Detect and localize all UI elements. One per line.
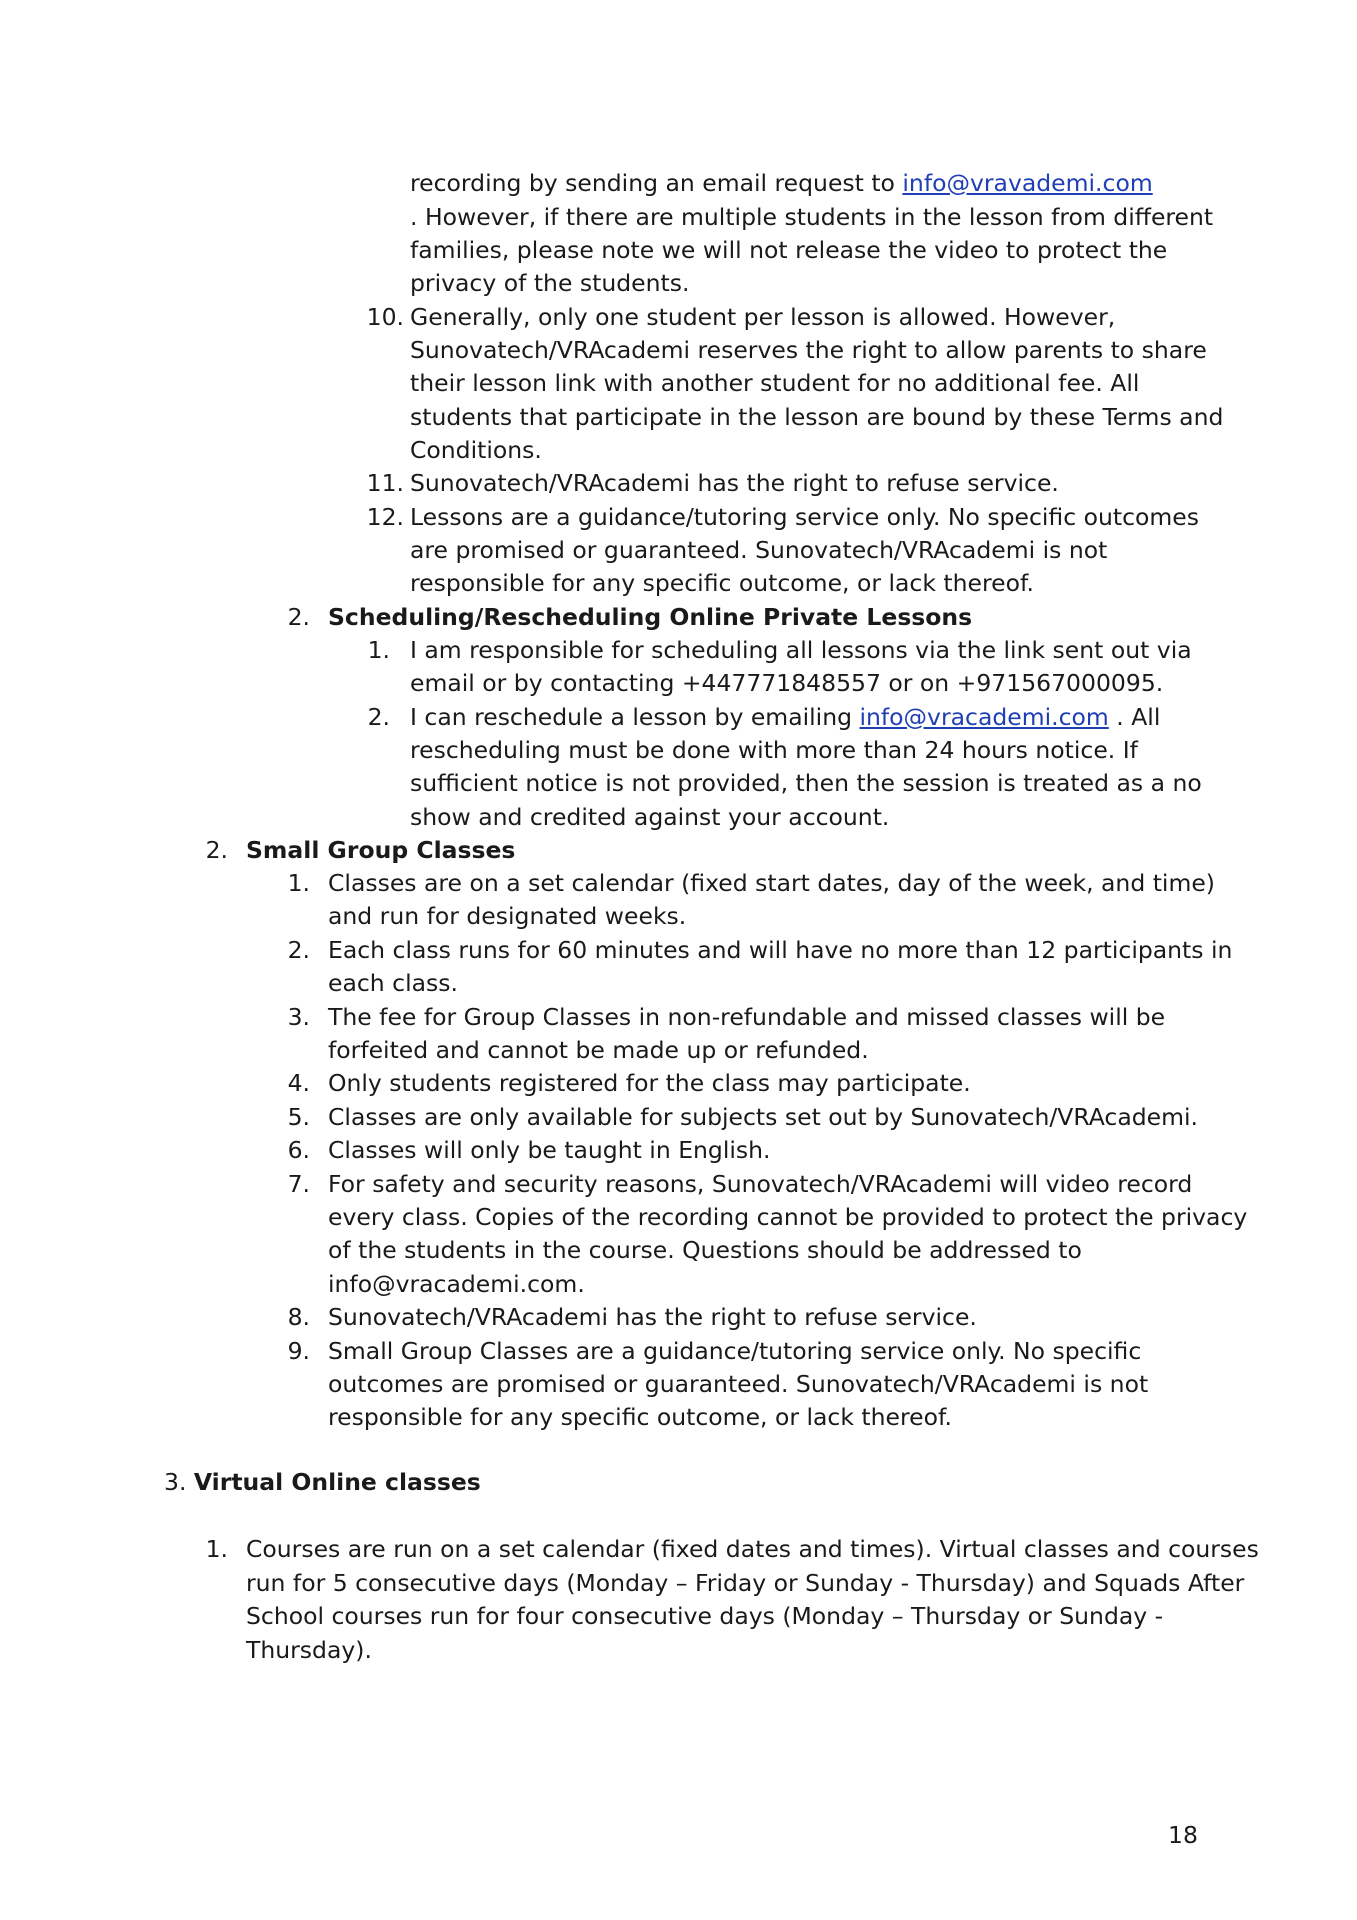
list-number: 3.: [164, 1468, 187, 1496]
text-line: families, please note we will not release the video to protect the: [410, 236, 1168, 264]
list-number: 1.: [287, 869, 310, 897]
list-number: 2.: [367, 703, 390, 731]
text-line: run for 5 consecutive days (Monday – Friday or Sunday - Thursday) and Squads After: [246, 1569, 1245, 1597]
text-line: Classes are on a set calendar (fixed start dates, day of the week, and time): [328, 869, 1215, 897]
list-number: 2.: [287, 935, 310, 964]
text-line: School courses run for four consecutive days (Monday – Thursday or Sunday -: [246, 1602, 1164, 1630]
text-line: Sunovatech/VRAcademi reserves the right to allow parents to share: [410, 336, 1207, 364]
list-number: 11.: [366, 469, 404, 497]
text-line: each class.: [328, 969, 458, 998]
list-number: 9.: [287, 1336, 310, 1365]
text-line: Lessons are a guidance/tutoring service only. No specific outcomes: [410, 503, 1199, 531]
text-line: Sunovatech/VRAcademi has the right to refuse service.: [410, 469, 1059, 497]
list-number: 5.: [287, 1102, 310, 1131]
text-span: I can reschedule a lesson by emailing: [410, 703, 860, 731]
list-number: 3.: [287, 1002, 310, 1031]
text-line: every class. Copies of the recording cannot be provided to protect the privacy: [328, 1203, 1248, 1231]
text-line: responsible for any specific outcome, or lack thereof.: [410, 569, 1034, 597]
text-line: Generally, only one student per lesson is allowed. However,: [410, 303, 1116, 331]
text-line: are promised or guaranteed. Sunovatech/VRAcademi is not: [410, 536, 1108, 564]
list-number: 6.: [287, 1136, 310, 1165]
text-line: Courses are run on a set calendar (fixed dates and times). Virtual classes and courses: [246, 1535, 1259, 1563]
section-heading-line: [164, 1465, 481, 1499]
list-number: 10.: [366, 303, 404, 331]
list-number: 7.: [287, 1169, 310, 1198]
list-number: 1.: [367, 636, 390, 664]
section-heading: Small Group Classes: [246, 836, 516, 864]
text-line: Small Group Classes are a guidance/tutoring service only. No specific: [328, 1336, 1142, 1365]
list-number: 8.: [287, 1303, 310, 1332]
list-number: 12.: [366, 503, 404, 531]
text-line: Classes are only available for subjects set out by Sunovatech/VRAcademi.: [328, 1102, 1198, 1131]
text-line: Each class runs for 60 minutes and will have no more than 12 participants in: [328, 935, 1233, 964]
text-line: Classes will only be taught in English.: [328, 1136, 771, 1165]
text-line: For safety and security reasons, Sunovatech/VRAcademi will video record: [328, 1169, 1193, 1198]
text-line: show and credited against your account.: [410, 803, 890, 831]
list-number: 2.: [287, 603, 310, 631]
text-line: sufficient notice is not provided, then the session is treated as a no: [410, 769, 1202, 797]
text-line: [410, 166, 1153, 200]
text-line: their lesson link with another student for no additional fee. All: [410, 369, 1140, 397]
text-span: . All: [1108, 703, 1161, 731]
text-line: [410, 700, 1160, 734]
text-line: students that participate in the lesson are bound by these Terms and: [410, 403, 1224, 431]
text-line: I am responsible for scheduling all lessons via the link sent out via: [410, 636, 1192, 664]
text-line: responsible for any specific outcome, or lack thereof.: [328, 1403, 952, 1432]
text-span: recording by sending an email request to: [410, 169, 903, 197]
section-heading: Virtual Online classes: [193, 1468, 481, 1496]
text-line: . However, if there are multiple students in the lesson from different: [410, 203, 1214, 231]
text-line: Only students registered for the class may participate.: [328, 1069, 971, 1098]
text-line: Sunovatech/VRAcademi has the right to refuse service.: [328, 1303, 977, 1332]
text-line: forfeited and cannot be made up or refunded.: [328, 1036, 869, 1064]
text-line: The fee for Group Classes in non-refundable and missed classes will be: [328, 1002, 1166, 1031]
text-line: outcomes are promised or guaranteed. Sunovatech/VRAcademi is not: [328, 1370, 1149, 1398]
text-line: rescheduling must be done with more than 24 hours notice. If: [410, 736, 1138, 764]
text-line: Conditions.: [410, 436, 542, 464]
email-link[interactable]: info@vracademi.com: [859, 703, 1109, 731]
text-line: Thursday).: [246, 1636, 372, 1664]
text-line: and run for designated weeks.: [328, 902, 687, 931]
list-number: 2.: [205, 836, 228, 864]
email-link[interactable]: info@vravademi.com: [902, 169, 1153, 197]
page-number: 18: [1168, 1821, 1198, 1849]
text-line: email or by contacting +447771848557 or on +971567000095.: [410, 669, 1164, 697]
text-line: info@vracademi.com.: [328, 1269, 585, 1298]
text-line: privacy of the students.: [410, 269, 690, 297]
section-heading: Scheduling/Rescheduling Online Private Lessons: [328, 603, 973, 631]
list-number: 1.: [205, 1535, 228, 1563]
list-number: 4.: [287, 1069, 310, 1098]
text-line: of the students in the course. Questions should be addressed to: [328, 1236, 1082, 1265]
